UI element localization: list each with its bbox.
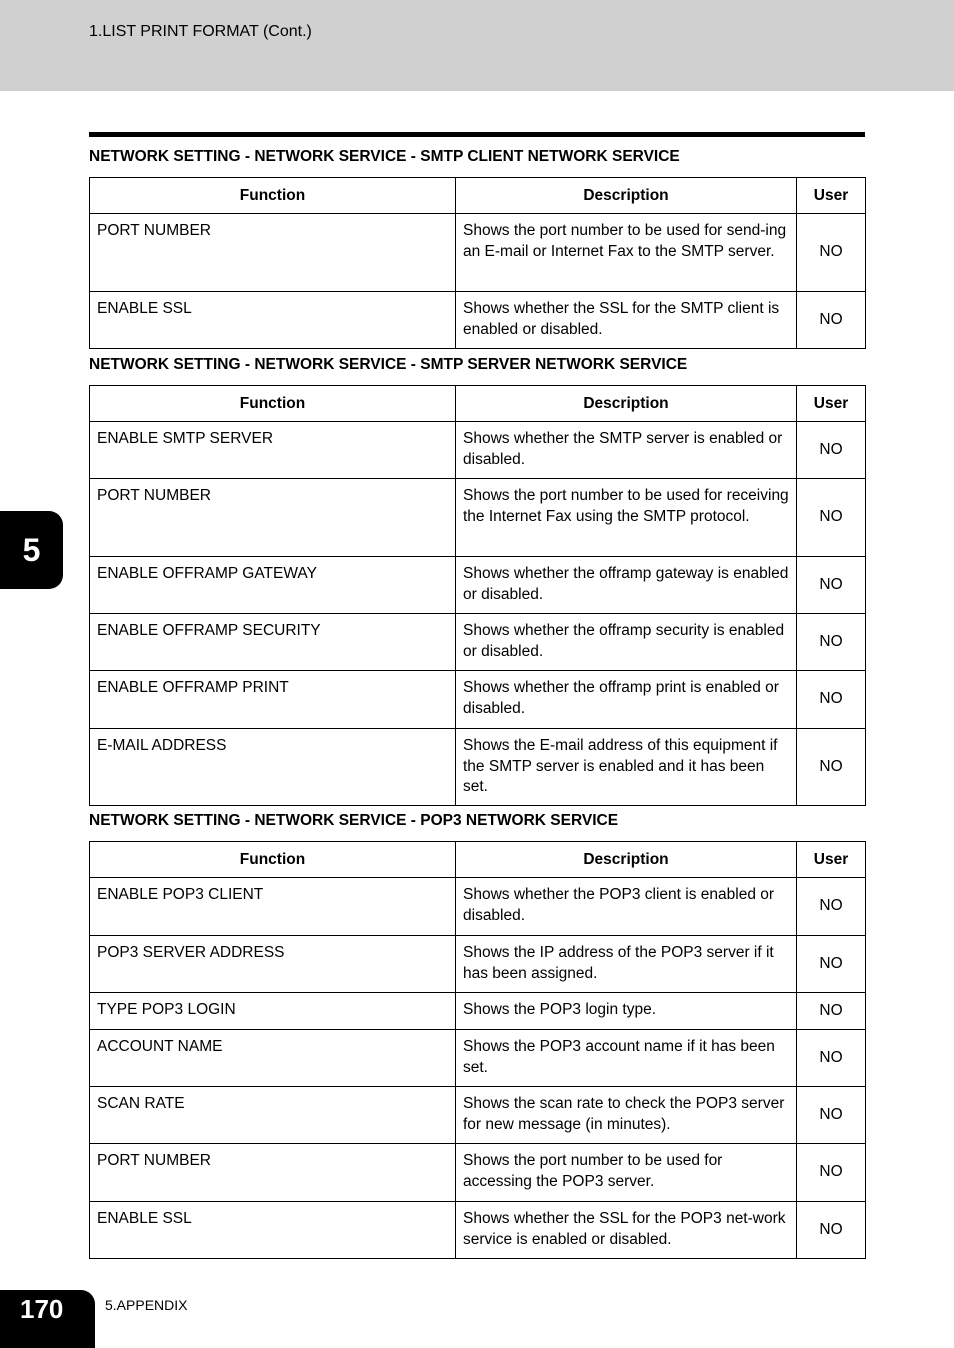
- function-cell: ENABLE OFFRAMP PRINT: [90, 671, 456, 729]
- table-row: [90, 292, 866, 349]
- column-header-user: User: [797, 842, 866, 878]
- settings-table: [89, 841, 866, 1259]
- column-header-user: User: [797, 386, 866, 422]
- table-row: [90, 422, 866, 479]
- section-title: NETWORK SETTING - NETWORK SERVICE - SMTP SERVER NETWORK SERVICE: [89, 356, 688, 373]
- column-header-description: Description: [456, 386, 797, 422]
- function-cell: ENABLE SSL: [90, 292, 456, 349]
- page-header: [0, 0, 954, 91]
- user-cell: NO: [797, 422, 866, 479]
- description-cell: Shows whether the offramp print is enabled or disabled.: [456, 671, 797, 729]
- column-header-user: User: [797, 178, 866, 214]
- section-smtp-client: [89, 147, 865, 349]
- table-row: [90, 1144, 866, 1202]
- description-cell: Shows whether the SSL for the SMTP client is enabled or disabled.: [456, 292, 797, 349]
- function-cell: ENABLE SMTP SERVER: [90, 422, 456, 479]
- user-cell: NO: [797, 557, 866, 614]
- user-cell: NO: [797, 1144, 866, 1202]
- page-number-block: [0, 1290, 95, 1348]
- description-cell: Shows whether the POP3 client is enabled or disabled.: [456, 878, 797, 936]
- table-header-row: [90, 842, 866, 878]
- user-cell: NO: [797, 479, 866, 557]
- function-cell: ENABLE OFFRAMP SECURITY: [90, 614, 456, 671]
- section-rule: [89, 132, 865, 137]
- user-cell: NO: [797, 671, 866, 729]
- table-header-row: [90, 178, 866, 214]
- table-row: [90, 729, 866, 806]
- description-cell: Shows the scan rate to check the POP3 server for new message (in minutes).: [456, 1087, 797, 1144]
- function-cell: ENABLE OFFRAMP GATEWAY: [90, 557, 456, 614]
- function-cell: PORT NUMBER: [90, 1144, 456, 1202]
- description-cell: Shows the POP3 login type.: [456, 993, 797, 1030]
- description-cell: Shows the IP address of the POP3 server if it has been assigned.: [456, 936, 797, 993]
- section-title: NETWORK SETTING - NETWORK SERVICE - POP3 NETWORK SERVICE: [89, 812, 619, 829]
- column-header-function: Function: [90, 842, 456, 878]
- column-header-description: Description: [456, 842, 797, 878]
- function-cell: TYPE POP3 LOGIN: [90, 993, 456, 1030]
- column-header-function: Function: [90, 178, 456, 214]
- settings-table: [89, 385, 866, 806]
- description-cell: Shows the port number to be used for accessing the POP3 server.: [456, 1144, 797, 1202]
- description-cell: Shows the port number to be used for send-ing an E-mail or Internet Fax to the SMTP server.: [456, 214, 797, 292]
- table-row: [90, 936, 866, 993]
- user-cell: NO: [797, 292, 866, 349]
- header-title: 1.LIST PRINT FORMAT (Cont.): [89, 23, 312, 40]
- table-header-row: [90, 386, 866, 422]
- section-title: NETWORK SETTING - NETWORK SERVICE - SMTP CLIENT NETWORK SERVICE: [89, 148, 680, 165]
- table-row: [90, 614, 866, 671]
- table-row: [90, 557, 866, 614]
- chapter-tab: 5: [0, 511, 63, 589]
- user-cell: NO: [797, 214, 866, 292]
- description-cell: Shows the POP3 account name if it has been set.: [456, 1030, 797, 1087]
- table-row: [90, 1087, 866, 1144]
- table-row: [90, 878, 866, 936]
- user-cell: NO: [797, 614, 866, 671]
- function-cell: POP3 SERVER ADDRESS: [90, 936, 456, 993]
- column-header-function: Function: [90, 386, 456, 422]
- user-cell: NO: [797, 729, 866, 806]
- user-cell: NO: [797, 1087, 866, 1144]
- description-cell: Shows whether the SSL for the POP3 net-work service is enabled or disabled.: [456, 1202, 797, 1259]
- function-cell: ENABLE POP3 CLIENT: [90, 878, 456, 936]
- table-row: [90, 214, 866, 292]
- user-cell: NO: [797, 878, 866, 936]
- description-cell: Shows the port number to be used for receiving the Internet Fax using the SMTP protocol.: [456, 479, 797, 557]
- function-cell: ACCOUNT NAME: [90, 1030, 456, 1087]
- description-cell: Shows whether the SMTP server is enabled or disabled.: [456, 422, 797, 479]
- settings-table: [89, 177, 866, 349]
- function-cell: PORT NUMBER: [90, 479, 456, 557]
- user-cell: NO: [797, 1202, 866, 1259]
- table-row: [90, 993, 866, 1030]
- function-cell: E-MAIL ADDRESS: [90, 729, 456, 806]
- section-pop3: [89, 811, 865, 1259]
- description-cell: Shows the E-mail address of this equipment if the SMTP server is enabled and it has been set.: [456, 729, 797, 806]
- page-number: 170: [20, 1294, 64, 1324]
- table-row: [90, 1030, 866, 1087]
- description-cell: Shows whether the offramp security is enabled or disabled.: [456, 614, 797, 671]
- table-row: [90, 479, 866, 557]
- description-cell: Shows whether the offramp gateway is enabled or disabled.: [456, 557, 797, 614]
- function-cell: ENABLE SSL: [90, 1202, 456, 1259]
- section-smtp-server: [89, 355, 865, 806]
- user-cell: NO: [797, 993, 866, 1030]
- user-cell: NO: [797, 1030, 866, 1087]
- table-row: [90, 1202, 866, 1259]
- function-cell: SCAN RATE: [90, 1087, 456, 1144]
- column-header-description: Description: [456, 178, 797, 214]
- function-cell: PORT NUMBER: [90, 214, 456, 292]
- table-row: [90, 671, 866, 729]
- user-cell: NO: [797, 936, 866, 993]
- footer-label: 5.APPENDIX: [105, 1297, 188, 1313]
